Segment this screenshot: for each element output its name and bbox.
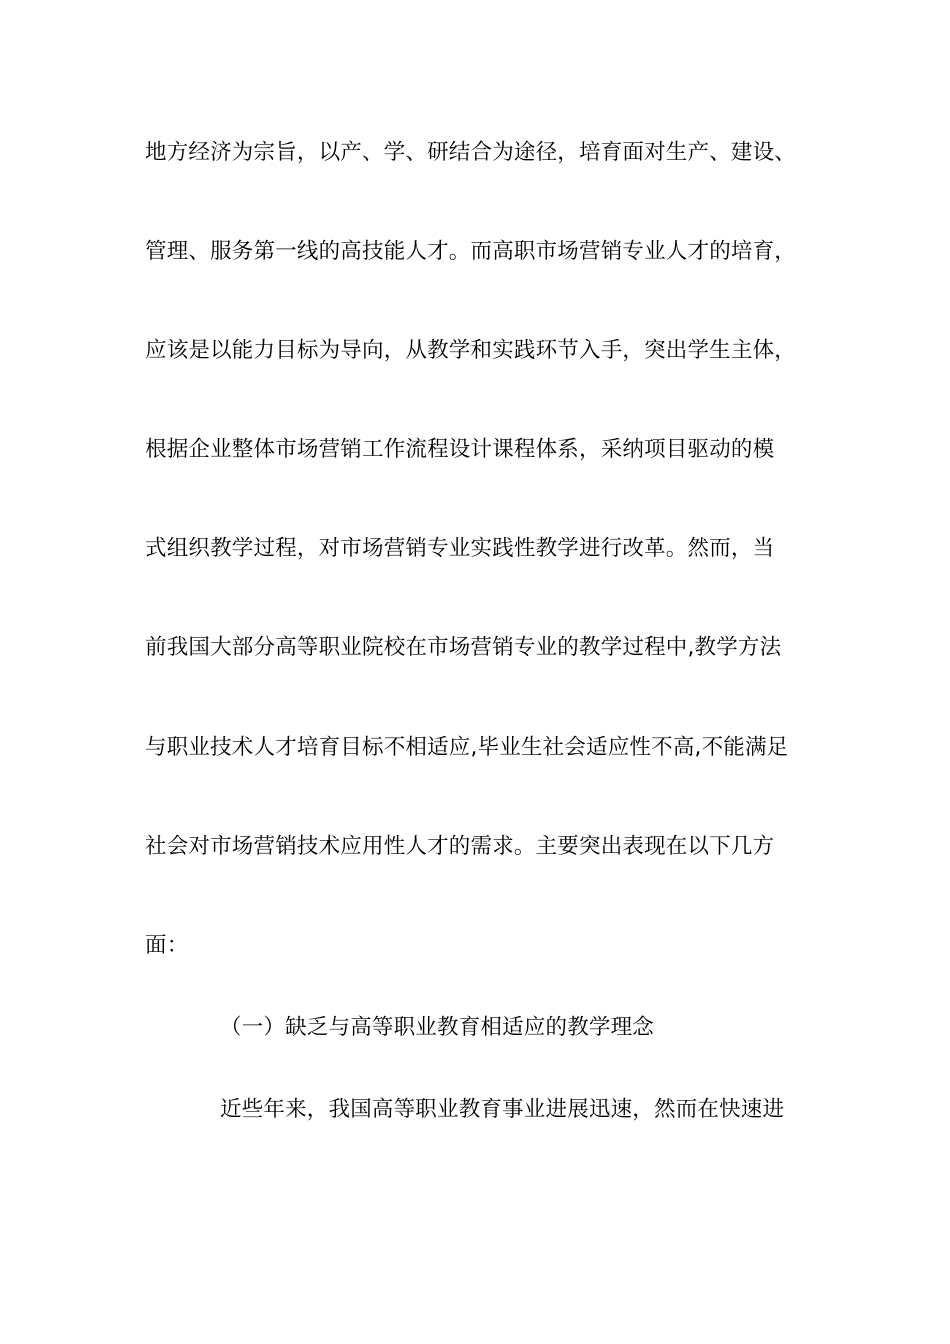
paragraph-line-3: 应该是以能力目标为导向，从教学和实践环节入手，突出学生主体，: [145, 338, 797, 363]
paragraph-line-4: 根据企业整体市场营销工作流程设计课程体系，采纳项目驱动的模: [145, 437, 775, 462]
paragraph-line-8: 社会对市场营销技术应用性人才的需求。主要突出表现在以下几方: [145, 834, 775, 859]
section-heading: （一）缺乏与高等职业教育相适应的教学理念: [220, 1015, 655, 1040]
paragraph-line-1: 地方经济为宗旨，以产、学、研结合为途径，培育面对生产、建设、: [145, 140, 797, 165]
next-paragraph-line: 近些年来，我国高等职业教育事业进展迅速，然而在快速进: [220, 1097, 785, 1122]
paragraph-line-5: 式组织教学过程，对市场营销专业实践性教学进行改革。然而，当: [145, 536, 775, 561]
paragraph-line-7: 与职业技术人才培育目标不相适应,毕业生社会适应性不高,不能满足: [145, 735, 789, 760]
paragraph-line-2: 管理、服务第一线的高技能人才。而高职市场营销专业人才的培育，: [145, 239, 797, 264]
paragraph-line-6: 前我国大部分高等职业院校在市场营销专业的教学过程中,教学方法: [145, 635, 782, 660]
paragraph-line-9: 面：: [145, 933, 189, 958]
